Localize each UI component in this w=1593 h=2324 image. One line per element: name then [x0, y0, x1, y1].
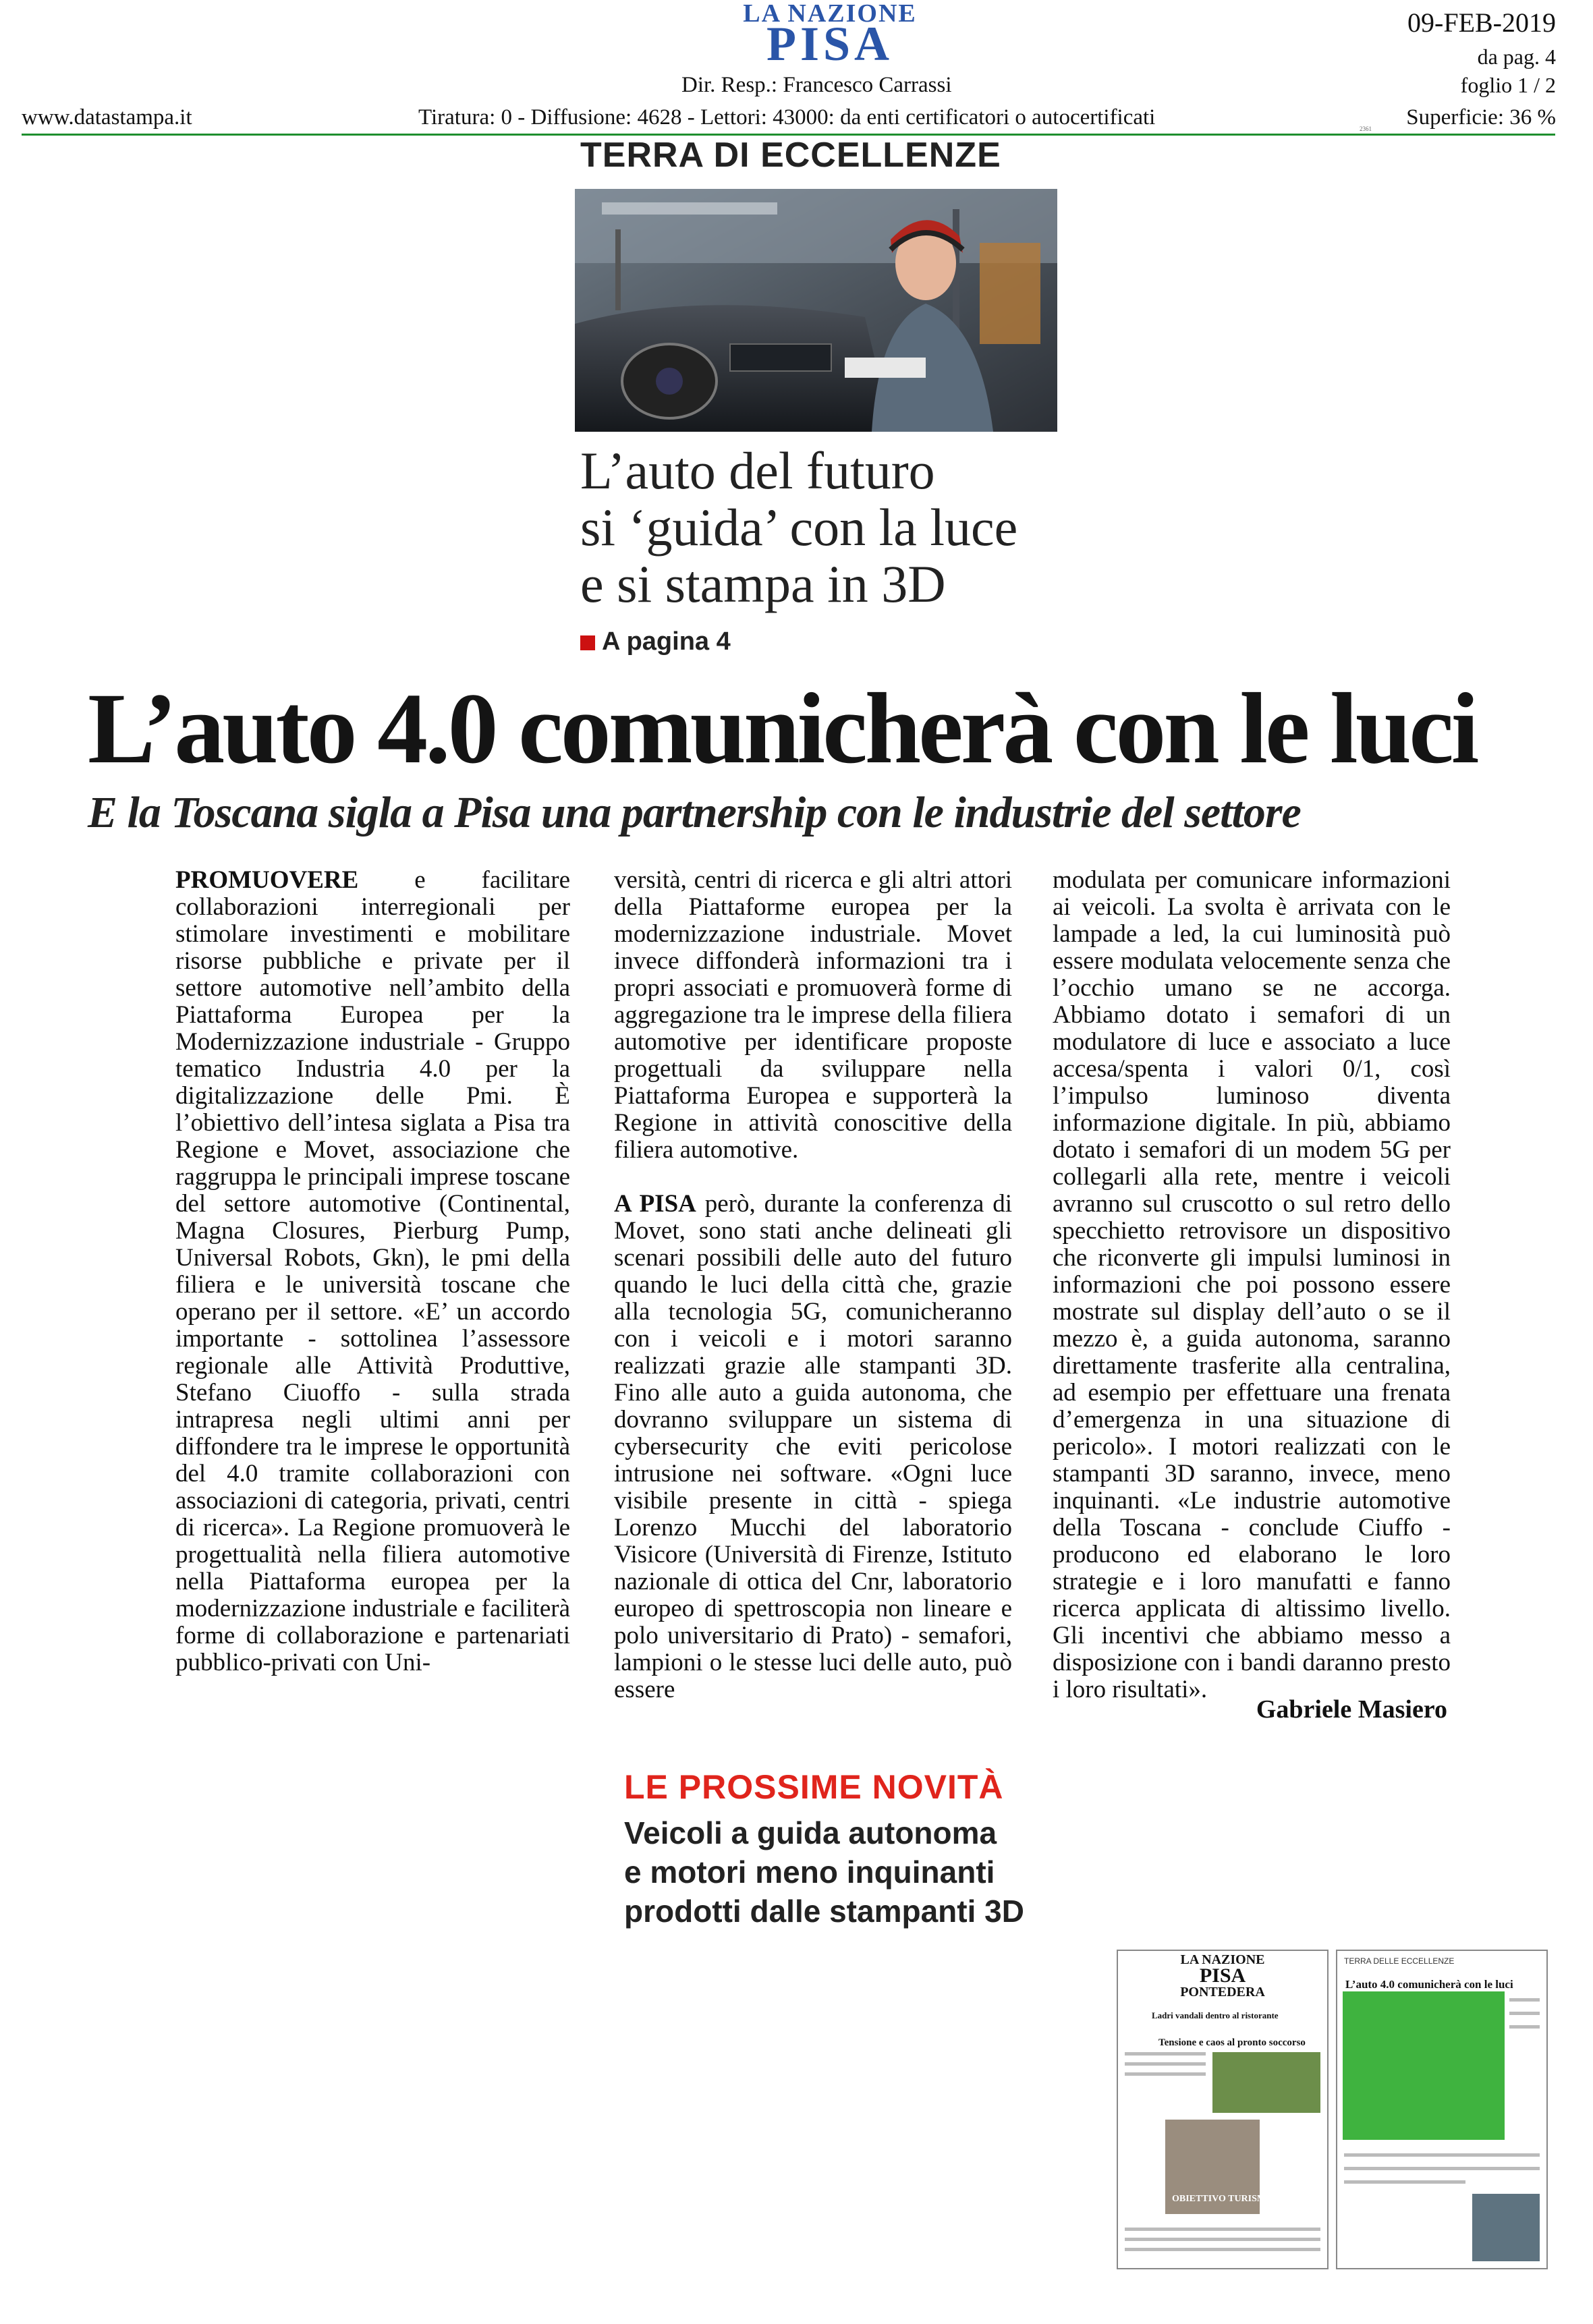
publication-date: 09-FEB-2019	[1407, 7, 1556, 38]
red-square-icon	[580, 635, 595, 650]
teaser-headline	[580, 443, 1017, 613]
thumb-photo-3	[1472, 2194, 1540, 2261]
article-column-2	[614, 867, 1012, 1703]
column-1-text: e facilitare collaborazioni interregionali per stimolare investimenti e mobilitare risorse pubbliche e private per il settore automotive nell’ambito della Piattaforma Europea per la Modernizzazione industriale - Gruppo tematico Industria 4.0 per la digitalizzazione delle Pmi. È l’obiettivo dell’intesa siglata a Pisa tra Regione e Movet, associazione che raggruppa le principali imprese toscane del settore automotive (Continental, Magna Closures, Pierburg Pump, Universal Robots, Gkn), le pmi della filiera e le università toscane che operano per il settore. «E’ un accordo importante - sottolinea l’assessore regionale alle Attività Produttive, Stefano Ciuoffo - sulla strada intrapresa negli ultimi anni per diffondere tra le imprese le opportunità del 4.0 tramite collaborazioni con associazioni di categoria, privati, centri di ricerca». La Regione promuoverà le progettualità nella filiera automotive nella Piattaforma europea per la modernizzazione industriale e faciliterà forme di collaborazione e partenariati pubblico-privati con Uni-	[175, 866, 570, 1676]
director-line: Dir. Resp.: Francesco Carrassi	[681, 73, 952, 97]
front-page-thumbnail[interactable]	[1117, 1950, 1329, 2269]
box-line-3: prodotti dalle stampanti 3D	[624, 1894, 1024, 1929]
column-2-text-a: versità, centri di ricerca e gli altri attori della Piattaforme europea per la modernizzazione industriale. Movet invece diffonderà informazioni tra i propri associati e promuoverà forme di aggregazione tra le imprese della filiera automotive per identificare proposte progettuali da sviluppare nella Piattaforma Europea e supporterà la Regione in attività conoscitive della filiera automotive.	[614, 866, 1012, 1164]
box-title: LE PROSSIME NOVITÀ	[624, 1768, 1004, 1806]
article-column-1	[175, 867, 570, 1676]
section-tag: TERRA DI ECCELLENZE	[580, 136, 1001, 175]
thumb-headline-1: Ladri vandali dentro al ristorante	[1152, 2010, 1279, 2020]
box-line-2: e motori meno inquinanti	[624, 1854, 995, 1890]
sheet-number: foglio 1 / 2	[1460, 73, 1556, 97]
thumb-inner-headline: L’auto 4.0 comunicherà con le luci	[1345, 1978, 1513, 1991]
masthead-title: PISA	[766, 17, 894, 71]
column-1-lead: PROMUOVERE	[175, 866, 359, 894]
teaser-line-2: si ‘guida’ con la luce	[580, 498, 1018, 557]
thumb-feature: OBIETTIVO TURISMO	[1172, 2194, 1274, 2204]
masthead-top: LA NAZIONE	[743, 0, 917, 28]
factory-worker-photo	[575, 189, 1057, 432]
thumb-green-highlight	[1343, 1991, 1505, 2140]
teaser-line-3: e si stampa in 3D	[580, 555, 946, 613]
website-link[interactable]: www.datastampa.it	[22, 105, 192, 130]
box-line-1: Veicoli a guida autonoma	[624, 1815, 997, 1850]
teaser-ref-label: A pagina 4	[602, 627, 731, 656]
column-2-lead: A PISA	[614, 1190, 696, 1218]
column-3-text: modulata per comunicare informazioni ai veicoli. La svolta è arrivata con le lampade a led, la cui luminosità può essere modulata velocemente senza che l’occhio umano se ne accorga. Abbiamo dotato i semafori di un modulatore di luce e associato a luce accesa/spenta i valori 0/1, così l’impulso luminoso diventa informazione digitale. In più, abbiamo dotato i semafori di un modem 5G per collegarli alla rete, mentre i veicoli avranno sul cruscotto o sul retro dello specchietto retrovisore un dispositivo che riconverte gli impulsi luminosi in informazioni che poi possono essere mostrate sul display dell’auto o se il mezzo è, a guida autonoma, saranno direttamente trasferite alla centralina, ad esempio per effettuare una frenata d’emergenza in una situazione di pericolo». I motori realizzati con le stampanti 3D saranno, invece, meno inquinanti. «Le industrie automotive della Toscana - conclude Ciuffo - producono ed elaborano le loro strategie e i loro manufatti e fanno ricerca applicata di altissimo livello. Gli incentivi che abbiamo messo a disposizione con i bandi daranno presto i loro risultati».	[1053, 866, 1451, 1703]
thumb-photo-1	[1212, 2052, 1320, 2113]
teaser-line-1: L’auto del futuro	[580, 441, 935, 500]
clip-code: 2361	[1360, 125, 1372, 132]
thumb-inner-tag: TERRA DELLE ECCELLENZE	[1344, 1956, 1455, 1966]
circulation-info: Tiratura: 0 - Diffusione: 4628 - Lettori: 43000: da enti certificatori o autocertificati	[418, 105, 1156, 130]
column-2-text-b: però, durante la conferenza di Movet, sono stati anche delineati gli scenari possibili delle auto del futuro quando le luci della città che, grazie alla tecnologia 5G, comunicheranno con i veicoli e i motori saranno realizzati grazie alle stampanti 3D. Fino alle auto a guida autonoma, che dovranno sviluppare un sistema di cybersecurity che eviti pericolose intrusione nei software. «Ogni luce visibile presente in città - spiega Lorenzo Mucchi del laboratorio Visicore (Università di Firenze, Istituto nazionale di ottica del Cnr, laboratorio europeo di spettroscopia non lineare e polo universitario di Prato) - semafori, lampioni o le stesse luci delle auto, può essere	[614, 1190, 1012, 1703]
article-subheadline: E la Toscana sigla a Pisa una partnership con le industrie del settore	[88, 788, 1301, 837]
box-text	[624, 1813, 1024, 1931]
article-headline: L’auto 4.0 comunicherà con le luci	[88, 673, 1477, 785]
thumb-masthead-b: PISA	[1199, 1964, 1246, 1987]
article-column-3	[1053, 867, 1451, 1703]
author-byline: Gabriele Masiero	[1256, 1695, 1447, 1724]
page-reference-link[interactable]	[580, 627, 731, 656]
surface-info: Superficie: 36 %	[1406, 105, 1556, 130]
thumb-headline-2: Tensione e caos al pronto soccorso	[1158, 2037, 1306, 2048]
thumb-masthead-a: LA NAZIONE	[1180, 1952, 1265, 1967]
thumb-masthead-c: PONTEDERA	[1180, 1985, 1265, 2000]
photo-illustration	[575, 189, 1057, 432]
page-reference: da pag. 4	[1477, 45, 1556, 69]
inner-page-thumbnail[interactable]	[1336, 1950, 1548, 2269]
